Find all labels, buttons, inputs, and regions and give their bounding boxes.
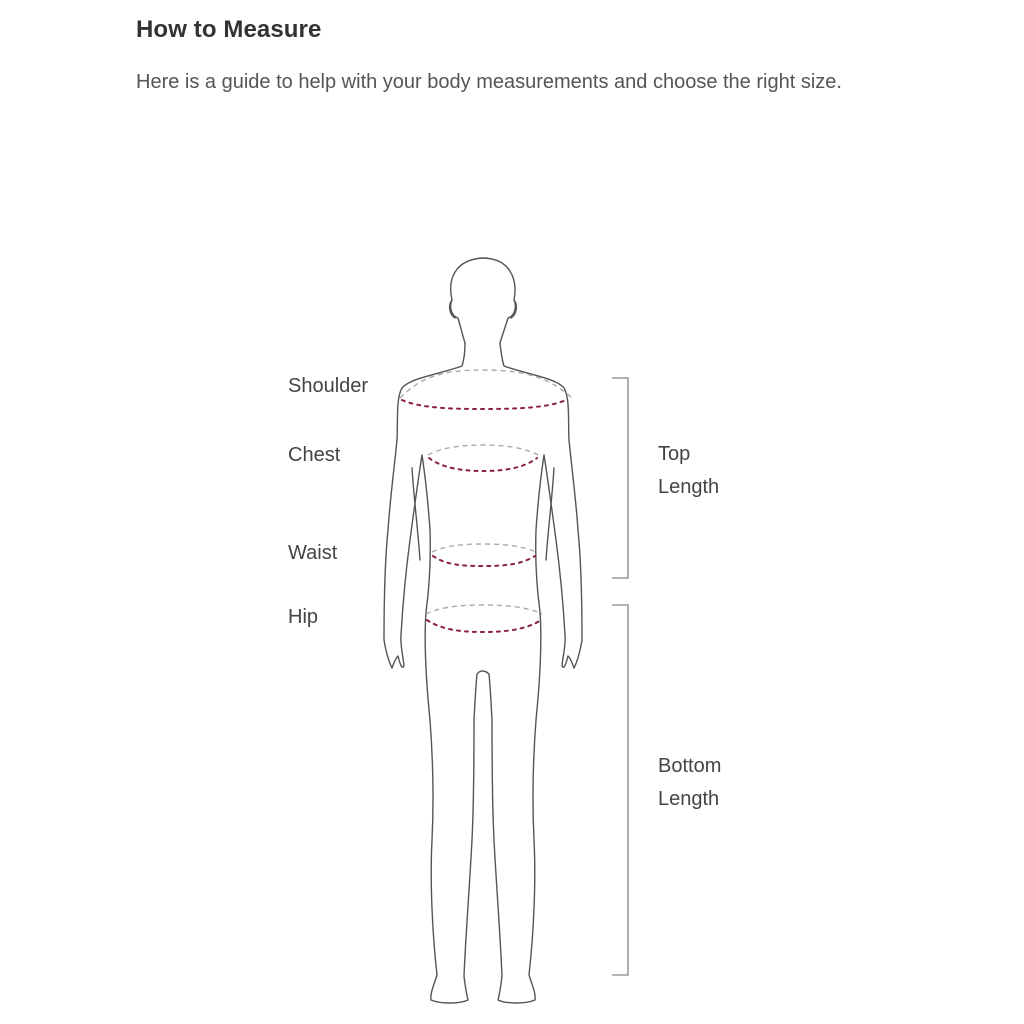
bottom-length-bracket: [612, 605, 628, 975]
chest-back-line: [428, 445, 538, 455]
length-brackets: [612, 378, 628, 975]
head-outline: [451, 258, 516, 343]
waist-front-line: [433, 556, 535, 566]
shoulder-label: Shoulder: [288, 375, 369, 397]
chest-label: Chest: [288, 444, 341, 466]
top-length-label: [658, 438, 778, 504]
chest-front-line: [429, 458, 537, 471]
hip-front-line: [427, 620, 541, 632]
body-silhouette: [384, 343, 582, 1003]
bottom-length-label-line2: Length: [658, 788, 720, 810]
top-length-label-line1: Top: [658, 443, 691, 465]
hip-back-line: [426, 605, 542, 614]
page-title: How to Measure: [136, 16, 322, 43]
measure-front-lines: [402, 400, 566, 632]
top-length-bracket: [612, 378, 628, 578]
bottom-length-label: [658, 750, 778, 816]
hip-label: Hip: [288, 606, 319, 628]
bottom-length-label-line1: Bottom: [658, 755, 722, 777]
waist-label: Waist: [288, 542, 338, 564]
waist-back-line: [432, 544, 536, 552]
top-length-label-line2: Length: [658, 476, 720, 498]
shoulder-front-line: [402, 400, 566, 409]
page-subtitle: Here is a guide to help with your body measurements and choose the right size.: [136, 71, 842, 93]
shoulder-back-line: [400, 370, 572, 398]
